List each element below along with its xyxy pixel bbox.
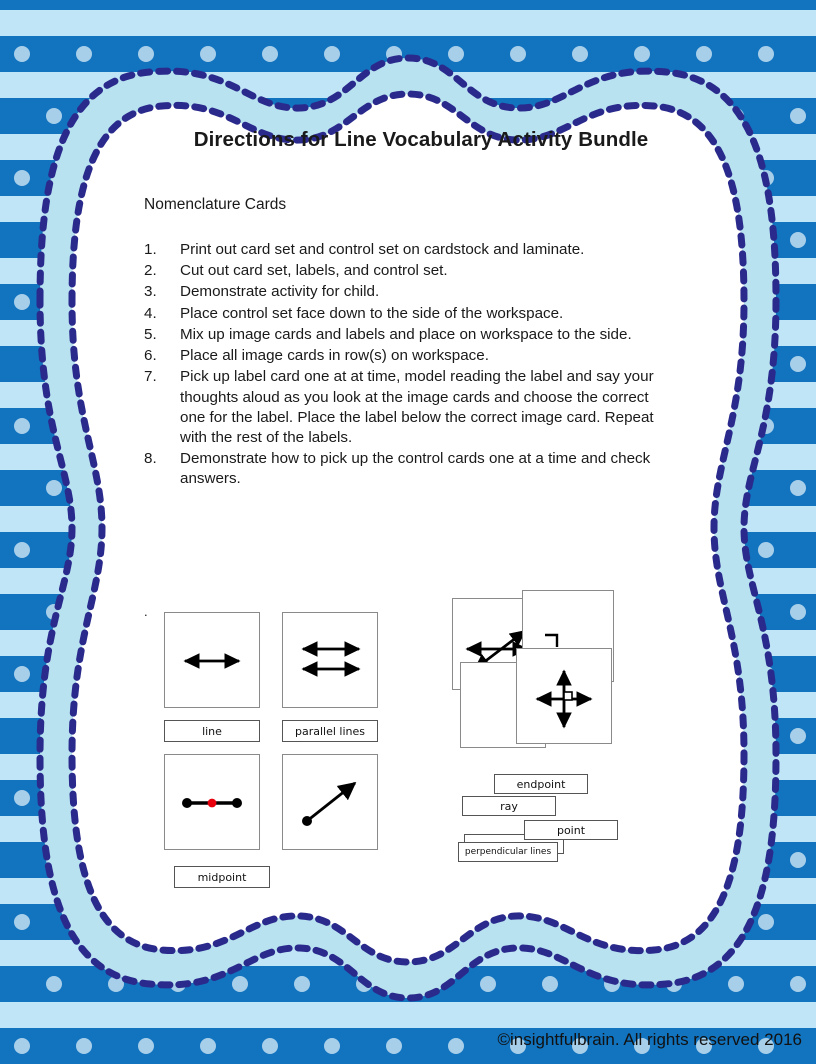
- scatter-label-ray: [462, 796, 556, 816]
- direction-step-number: 4.: [144, 304, 157, 322]
- document-content: [130, 118, 690, 908]
- cards-illustration: [130, 570, 690, 900]
- direction-step-text: Cut out card set, labels, and control set.: [180, 262, 448, 280]
- scatter-label-point: [524, 820, 618, 840]
- image-card-midpoint: [164, 754, 260, 850]
- direction-step-number: 7.: [144, 368, 157, 386]
- scatter-label-perpendicular-lines: [458, 842, 558, 862]
- direction-step: [144, 282, 664, 302]
- image-card-ray: [282, 754, 378, 850]
- direction-step: [144, 240, 664, 260]
- page-title: Directions for Line Vocabulary Activity Bundle: [193, 128, 649, 151]
- label-card-midpoint-text: midpoint: [197, 870, 247, 884]
- direction-step-text: Print out card set and control set on cardstock and laminate.: [180, 241, 585, 258]
- scatter-label-perpendicular-lines-text: perpendicular lines: [464, 847, 552, 857]
- control-card-front-perpendicular: [516, 648, 612, 744]
- image-card-parallel-lines: [282, 612, 378, 708]
- direction-step: [144, 367, 664, 448]
- label-card-line: [164, 720, 260, 742]
- direction-step-number: 3.: [144, 283, 157, 301]
- label-card-parallel-lines-text: parallel lines: [294, 724, 365, 738]
- direction-step-text: Pick up label card one at at time, model reading the label and say your thoughts aloud as you look at the image cards and choose the correct one for the label. Place the label below the correct image card. Repeat with the rest of the labels.: [180, 368, 654, 446]
- direction-step-number: 6.: [144, 347, 157, 365]
- direction-step: [144, 346, 664, 366]
- scatter-label-point-text: point: [556, 823, 586, 837]
- image-card-line: [164, 612, 260, 708]
- direction-step-number: 5.: [144, 325, 157, 343]
- label-card-line-text: line: [202, 724, 222, 738]
- direction-step-text: Demonstrate how to pick up the control cards one at a time and check answers.: [180, 450, 651, 488]
- section-heading: Nomenclature Cards: [144, 196, 287, 213]
- scatter-label-endpoint: [494, 774, 588, 794]
- direction-step-text: Mix up image cards and labels and place on workspace to the side.: [180, 325, 632, 343]
- direction-step-text: Place control set face down to the side of the workspace.: [180, 304, 564, 322]
- label-card-parallel-lines: [282, 720, 378, 742]
- stray-period-mark: .: [144, 604, 148, 619]
- directions-list: [144, 240, 664, 490]
- direction-step-number: 8.: [144, 450, 157, 468]
- direction-step-text: Place all image cards in row(s) on workspace.: [180, 347, 489, 365]
- direction-step-number: 2.: [144, 262, 157, 280]
- direction-step-text: Demonstrate activity for child.: [180, 283, 380, 301]
- scatter-label-endpoint-text: endpoint: [516, 777, 566, 791]
- direction-step: [144, 325, 664, 345]
- scatter-label-ray-text: ray: [500, 799, 518, 813]
- direction-step-number: 1.: [144, 241, 157, 258]
- label-card-midpoint: [174, 866, 270, 888]
- direction-step: [144, 261, 664, 281]
- direction-step: [144, 304, 664, 324]
- copyright-footer: ©insightfulbrain. All rights reserved 2016: [497, 1030, 802, 1049]
- direction-step: [144, 449, 664, 489]
